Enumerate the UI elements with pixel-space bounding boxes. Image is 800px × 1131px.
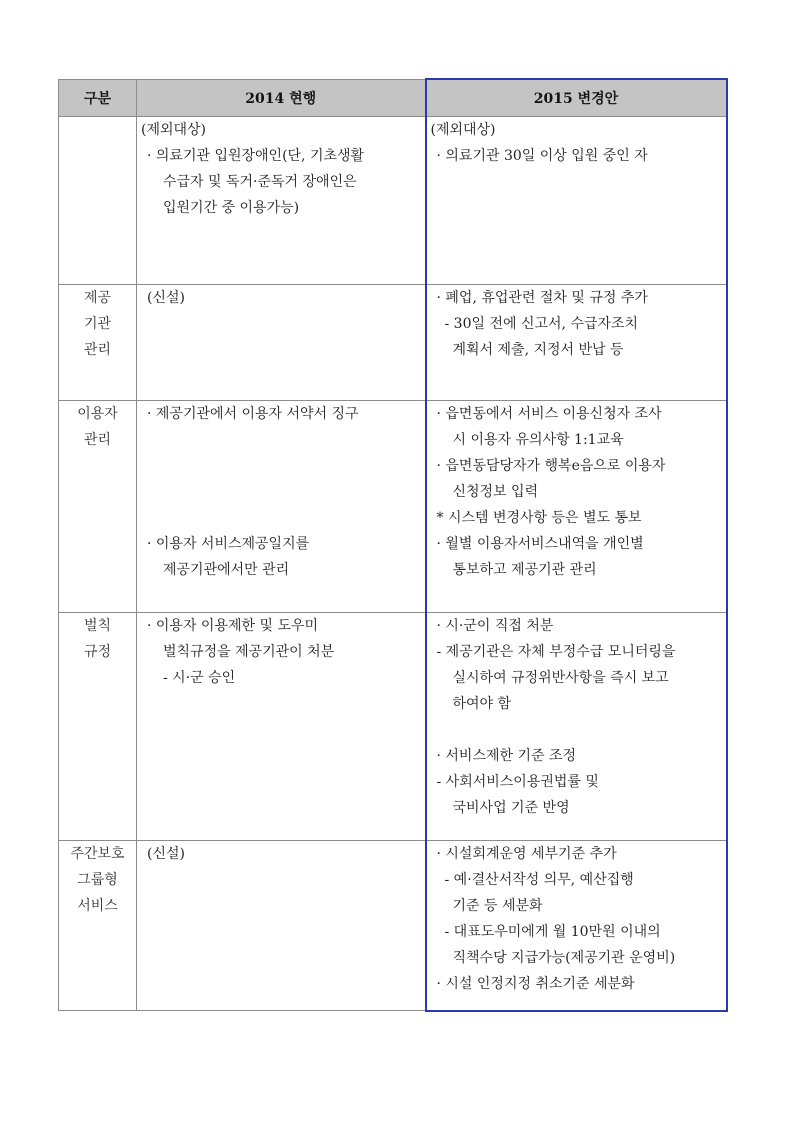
cell-line: · 의료기관 입원장애인(단, 기초생활 [147,148,365,164]
category-cell [59,401,137,613]
cell-line: 직책수당 지급가능(제공기관 운영비) [452,950,676,966]
table-header-row [59,79,727,117]
cell-line: 통보하고 제공기관 관리 [452,562,597,578]
cell-line: · 읍면동담당자가 행복e음으로 이용자 [436,458,666,474]
cell-line: 계획서 제출, 지정서 반납 등 [452,342,624,358]
proposed-cell [426,117,727,285]
header-proposed-2015: 2015 변경안 [426,79,727,117]
table-row [59,613,727,841]
current-cell [137,285,426,401]
category-cell [59,285,137,401]
cell-line: 신청정보 입력 [452,484,539,500]
cell-line: · 서비스제한 기준 조정 [436,748,577,764]
header-category: 구분 [59,79,137,117]
cell-line: · 제공기관에서 이용자 서약서 징구 [147,406,359,422]
table-row [59,401,727,613]
category-line: 관리 [83,342,112,358]
cell-line: 기준 등 세분화 [452,898,543,914]
comparison-table [58,78,728,1012]
header-current-2014: 2014 현행 [137,79,426,117]
document-page [58,78,726,1012]
category-cell [59,117,137,285]
cell-line: (제외대상) [141,122,207,138]
cell-line: · 이용자 이용제한 및 도우미 [147,618,319,634]
cell-line: - 제공기관은 자체 부정수급 모니터링을 [436,644,676,660]
cell-line: - 시·군 승인 [163,670,236,686]
spacer [137,427,425,479]
table-row [59,117,727,285]
cell-line: 하여야 함 [452,696,512,712]
cell-line: 수급자 및 독거·준독거 장애인은 [163,174,357,190]
cell-line: · 의료기관 30일 이상 입원 중인 자 [436,148,648,164]
cell-line: · 읍면동에서 서비스 이용신청자 조사 [436,406,662,422]
cell-line: 시 이용자 유의사항 1:1교육 [452,432,624,448]
cell-line: (신설) [147,290,185,306]
spacer [427,717,726,743]
proposed-cell [426,401,727,613]
category-line: 벌칙 [83,618,112,634]
category-line: 그룹형 [77,872,118,888]
category-line: 제공 [83,290,112,306]
table-row [59,841,727,1011]
cell-line: · 시·군이 직접 처분 [436,618,554,634]
cell-line: - 사회서비스이용권법률 및 [436,774,599,790]
category-cell [59,841,137,1011]
cell-line: · 월별 이용자서비스내역을 개인별 [436,536,644,552]
category-line: 기관 [83,316,112,332]
cell-line: (신설) [147,846,185,862]
proposed-cell [426,285,727,401]
current-cell [137,401,426,613]
category-line: 규정 [83,644,112,660]
cell-line: · 시설 인정지정 취소기준 세분화 [436,976,635,992]
proposed-cell [426,841,727,1011]
cell-line: - 대표도우미에게 월 10만원 이내의 [444,924,661,940]
current-cell [137,117,426,285]
cell-line: * 시스템 변경사항 등은 별도 통보 [436,510,642,526]
cell-line: 국비사업 기준 반영 [452,800,570,816]
category-cell [59,613,137,841]
category-line: 주간보호 [70,846,125,862]
category-line: 이용자 [77,406,118,422]
cell-line: · 폐업, 휴업관련 절차 및 규정 추가 [436,290,648,306]
current-cell [137,841,426,1011]
cell-line: - 30일 전에 신고서, 수급자조치 [444,316,639,332]
category-line: 서비스 [77,898,118,914]
cell-line: - 예·결산서작성 의무, 예산집행 [444,872,634,888]
cell-line: 입원기간 중 이용가능) [163,200,300,216]
cell-line: 제공기관에서만 관리 [163,562,290,578]
category-line: 관리 [83,432,112,448]
cell-line: · 시설회계운영 세부기준 추가 [436,846,617,862]
current-cell [137,613,426,841]
cell-line: 벌칙규정을 제공기관이 처분 [163,644,335,660]
proposed-cell [426,613,727,841]
cell-line: (제외대상) [430,122,496,138]
table-row [59,285,727,401]
cell-line: 실시하여 규정위반사항을 즉시 보고 [452,670,669,686]
cell-line: · 이용자 서비스제공일지를 [147,536,310,552]
spacer [137,479,425,531]
